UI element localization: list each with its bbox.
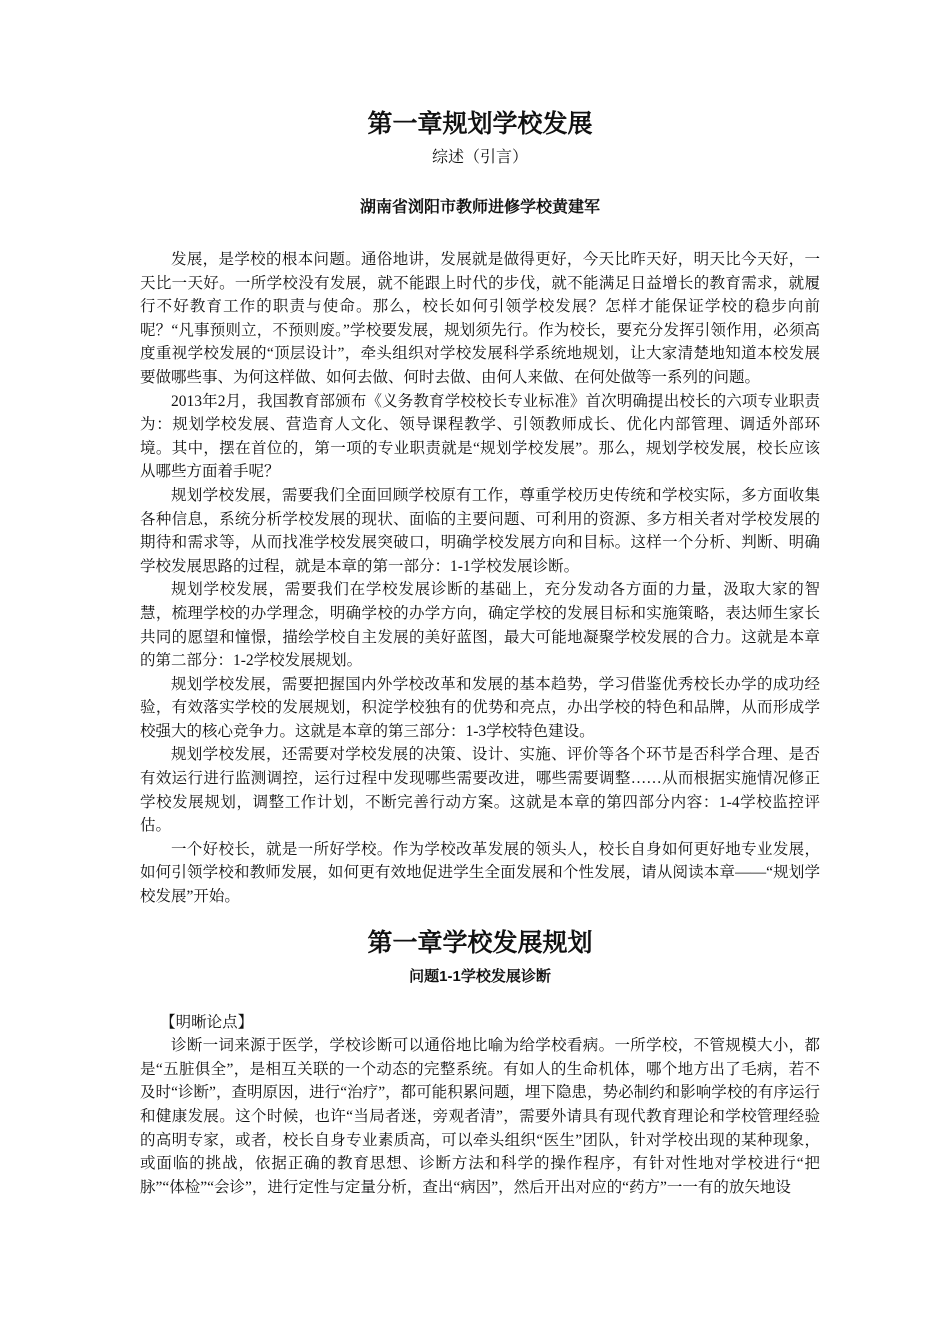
chapter-one-title: 第一章学校发展规划 xyxy=(367,928,593,957)
author-line: 湖南省浏阳市教师进修学校黄建军 xyxy=(359,199,600,216)
chapter-one-subtitle: 问题1-1学校发展诊断 xyxy=(409,967,551,985)
chapter-one-paragraph-1: 诊断一词来源于医学，学校诊断可以通俗地比喻为给学校看病。一所学校，不管规模大小，都是“五脏俱全”，是相互关联的一个动态的完整系统。有如人的生命机体，哪个地方出了毛病，若不及时“诊断”，查明原因，进行“治疗”，都可能积累问题，埋下隐患，势必制约和影响学校的有序运行和健康发展。这个时候，也许“当局者迷，旁观者清”，需要外请具有现代教育理论和学校管理经验的高明专家，或者，校长自身专业素质高，可以牵头组织“医生”团队，针对学校出现的某种现象，或面临的挑战，依据正确的教育思想、诊断方法和科学的操作程序，有针对性地对学校进行“把脉”“体检”“会诊”，进行定性与定量分析，查出“病因”，然后开出对应的“药方”一一有的放矢地设 xyxy=(140,1037,820,1196)
intro-paragraph-6: 规划学校发展，还需要对学校发展的决策、设计、实施、评价等各个环节是否科学合理、是否有效运行进行监测调控，运行过程中发现哪些需要改进，哪些需要调整……从而根据实施情况修正学校发展规划，调整工作计划，不断完善行动方案。这就是本章的第四部分内容：1-4学校监控评估。 xyxy=(140,746,820,835)
chapter-intro-title: 第一章规划学校发展 xyxy=(367,110,593,138)
intro-paragraph-5: 规划学校发展，需要把握国内外学校改革和发展的基本趋势，学习借鉴优秀校长办学的成功经验，有效落实学校的发展规划，积淀学校独有的优势和亮点，办出学校的特色和品牌，从而形成学校强大的核心竞争力。这就是本章的第三部分：1-3学校特色建设。 xyxy=(140,675,820,740)
intro-paragraph-3: 规划学校发展，需要我们全面回顾学校原有工作，尊重学校历史传统和学校实际，多方面收集各种信息，系统分析学校发展的现状、面临的主要问题、可利用的资源、多方相关者对学校发展的期待和需求等，从而找准学校发展突破口，明确学校发展方向和目标。这样一个分析、判断、明确学校发展思路的过程，就是本章的第一部分：1-1学校发展诊断。 xyxy=(140,486,820,575)
intro-paragraph-7: 一个好校长，就是一所好学校。作为学校改革发展的领头人，校长自身如何更好地专业发展，如何引领学校和教师发展，如何更有效地促进学生全面发展和个性发展，请从阅读本章——“规划学校发展”开始。 xyxy=(140,840,820,906)
intro-paragraph-1: 发展，是学校的根本问题。通俗地讲，发展就是做得更好，今天比昨天好，明天比今天好，一天比一天好。一所学校没有发展，就不能跟上时代的步伐，就不能满足日益增长的教育需求，就履行不好教育工作的职责与使命。那么，校长如何引领学校发展？怎样才能保证学校的稳步向前呢？“凡事预则立，不预则废。”学校要发展，规划须先行。作为校长，要充分发挥引领作用，必须高度重视学校发展的“顶层设计”，牵头组织对学校发展科学系统地规划，让大家清楚地知道本校发展要做哪些事、为何这样做、如何去做、何时去做、由何人来做、在何处做等一系列的问题。 xyxy=(140,251,820,386)
document-page xyxy=(140,100,820,1199)
section-label: 【明晰论点】 xyxy=(160,1013,254,1031)
intro-paragraph-2: 2013年2月，我国教育部颁布《义务教育学校校长专业标准》首次明确提出校长的六项专业职责为：规划学校发展、营造育人文化、领导课程教学、引领教师成长、优化内部管理、调适外部环境。其中，摆在首位的，第一项的专业职责就是“规划学校发展”。那么，规划学校发展，校长应该从哪些方面着手呢？ xyxy=(140,392,820,481)
intro-paragraph-4: 规划学校发展，需要我们在学校发展诊断的基础上，充分发动各方面的力量，汲取大家的智慧，梳理学校的办学理念，明确学校的办学方向，确定学校的发展目标和实施策略，表达师生家长共同的愿望和憧憬，描绘学校自主发展的美好蓝图，最大可能地凝聚学校发展的合力。这就是本章的第二部分：1-2学校发展规划。 xyxy=(140,581,820,670)
chapter-intro-subtitle: 综述（引言） xyxy=(431,149,528,166)
